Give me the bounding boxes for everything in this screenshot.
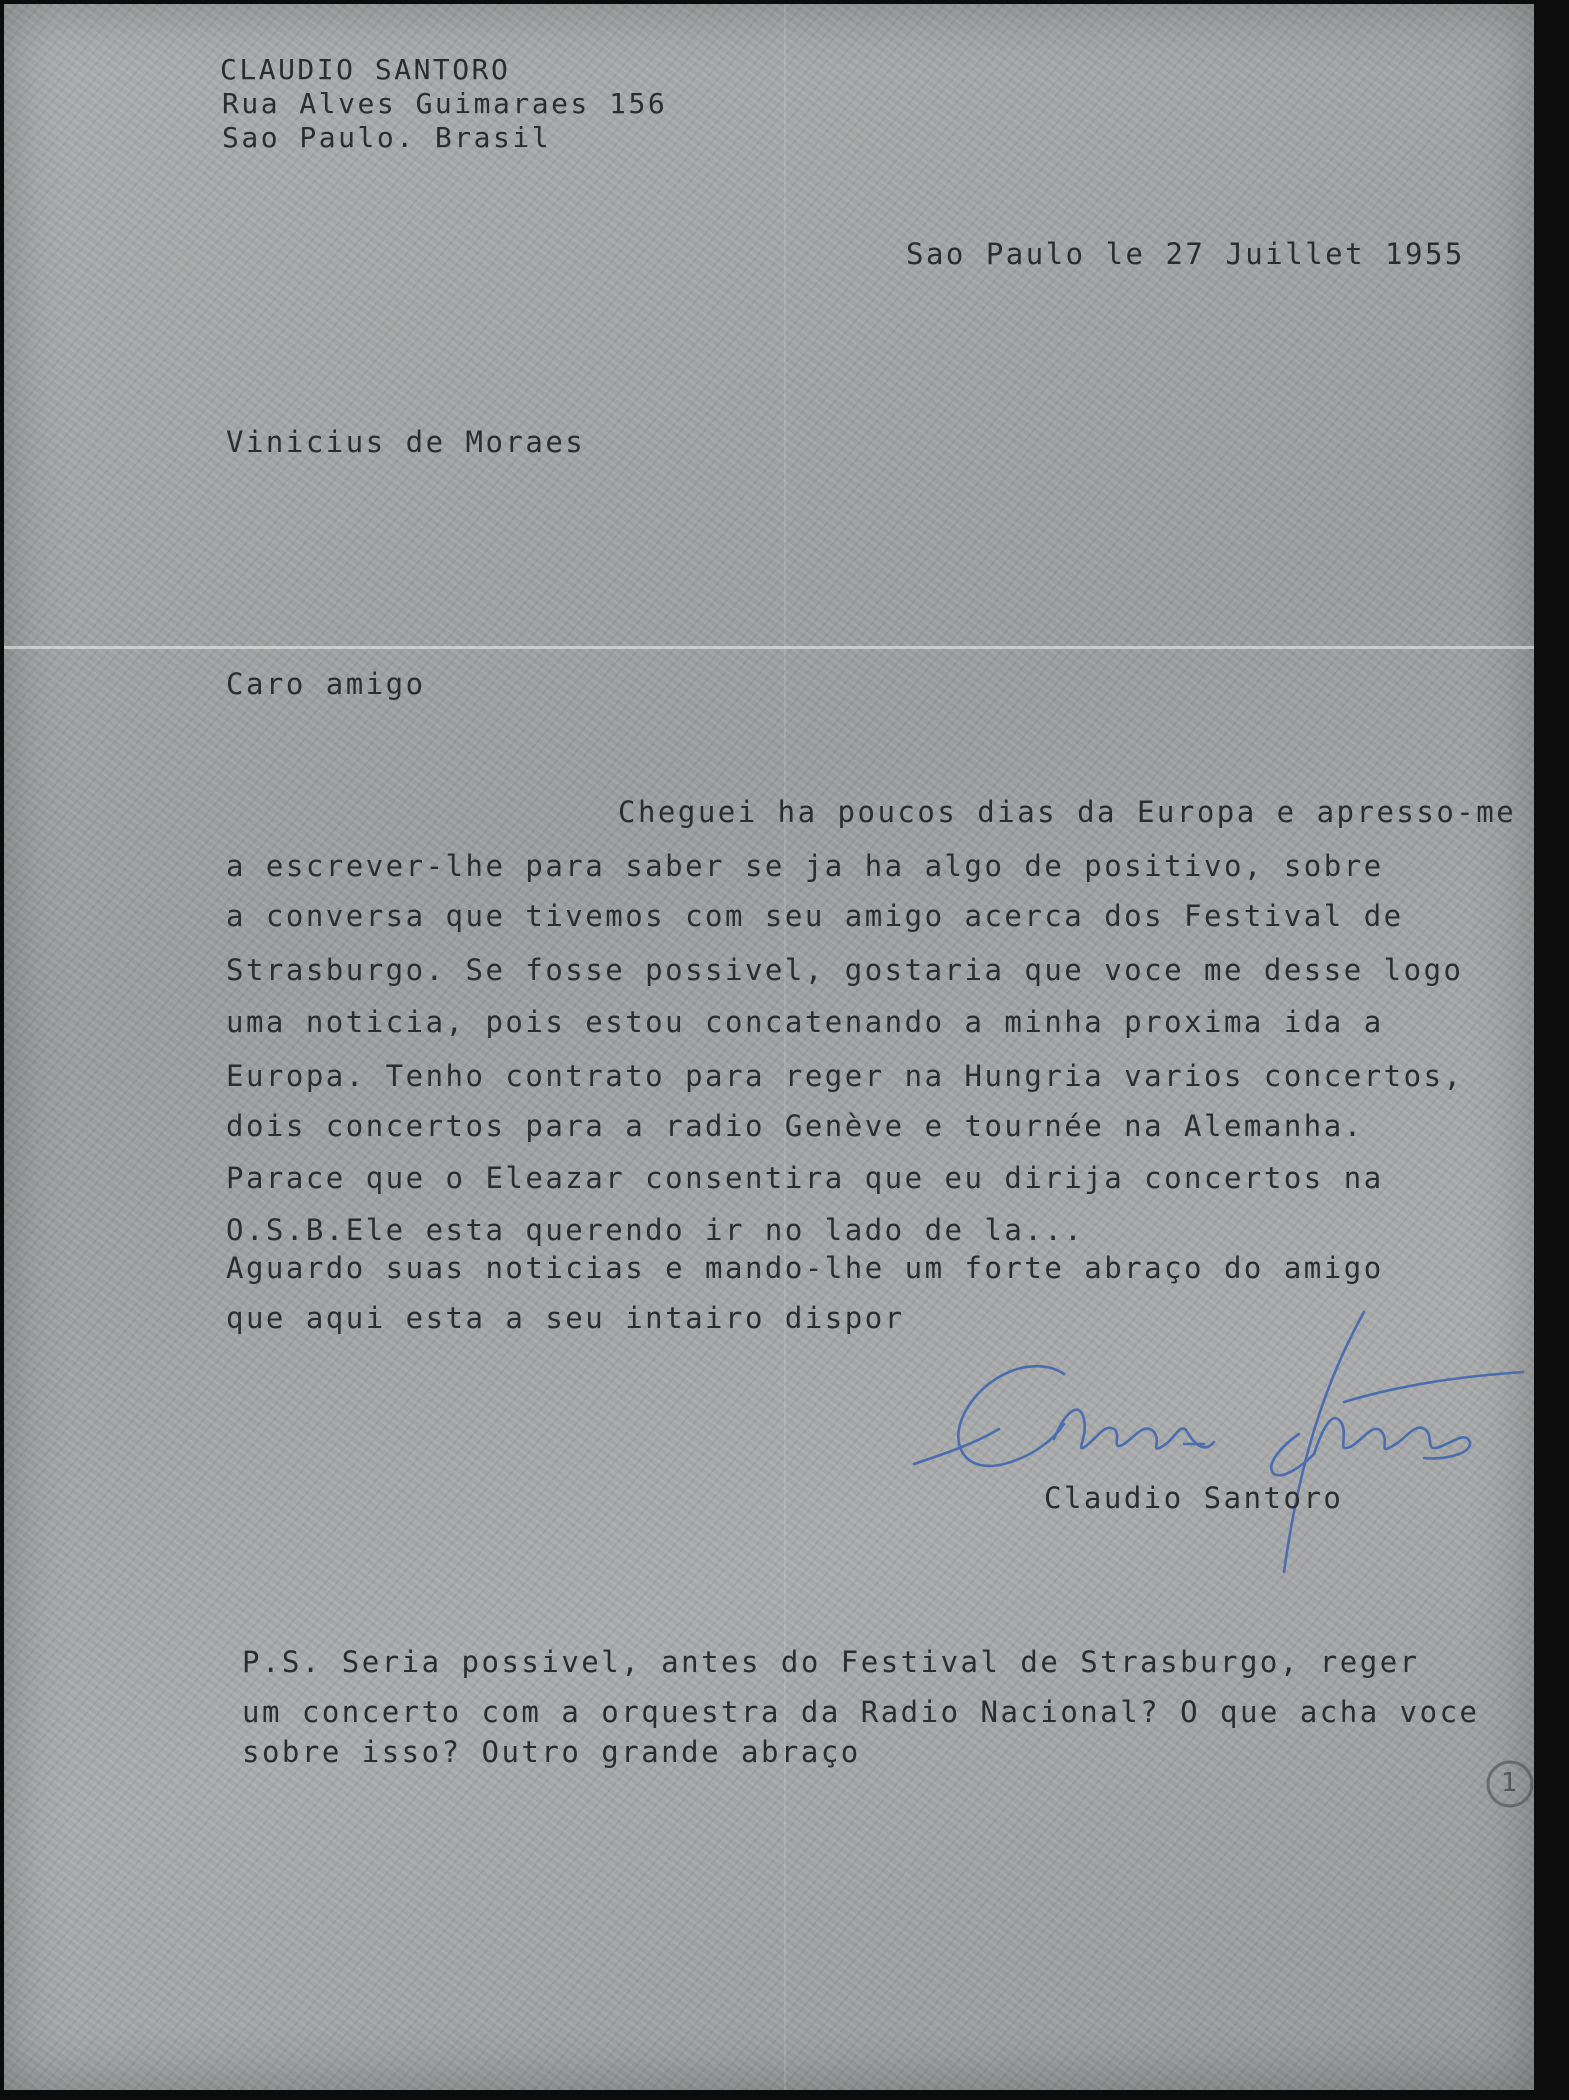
paper-fold-vertical — [784, 4, 786, 2090]
body-line: Strasburgo. Se fosse possivel, gostaria que voce me desse logo — [226, 953, 1464, 987]
body-line: Europa. Tenho contrato para reger na Hungria varios concertos, — [226, 1059, 1464, 1093]
archive-stamp-number: 1 — [1501, 1768, 1520, 1798]
body-line: O.S.B.Ele esta querendo ir no lado de la... — [226, 1213, 1085, 1247]
body-line: uma noticia, pois estou concatenando a minha proxima ida a — [226, 1005, 1384, 1039]
body-line: Aguardo suas noticias e mando-lhe um forte abraço do amigo — [226, 1251, 1384, 1285]
body-line: Cheguei ha poucos dias da Europa e apresso-me — [618, 795, 1517, 829]
typed-signature: Claudio Santoro — [1044, 1481, 1344, 1515]
postscript-line: sobre isso? Outro grande abraço — [242, 1735, 861, 1769]
letter-sheet — [4, 4, 1534, 2090]
sender-city: Sao Paulo. Brasil — [222, 121, 552, 154]
sender-name: CLAUDIO SANTORO — [220, 53, 511, 86]
sender-street: Rua Alves Guimaraes 156 — [222, 87, 668, 120]
body-line: a escrever-lhe para saber se ja ha algo de positivo, sobre — [226, 849, 1384, 883]
body-line: que aqui esta a seu intairo dispor — [226, 1301, 905, 1335]
body-line: Parace que o Eleazar consentira que eu dirija concertos na — [226, 1161, 1384, 1195]
recipient-name: Vinicius de Moraes — [226, 425, 586, 459]
paper-fold-horizontal — [4, 646, 1534, 649]
salutation: Caro amigo — [226, 667, 426, 701]
postscript-line: um concerto com a orquestra da Radio Nacional? O que acha voce — [242, 1695, 1480, 1729]
letter-date: Sao Paulo le 27 Juillet 1955 — [906, 237, 1465, 271]
body-line: dois concertos para a radio Genève e tournée na Alemanha. — [226, 1109, 1364, 1143]
body-line: a conversa que tivemos com seu amigo acerca dos Festival de — [226, 899, 1404, 933]
handwritten-signature — [904, 1304, 1524, 1584]
postscript-line: P.S. Seria possivel, antes do Festival de Strasburgo, reger — [242, 1645, 1420, 1679]
